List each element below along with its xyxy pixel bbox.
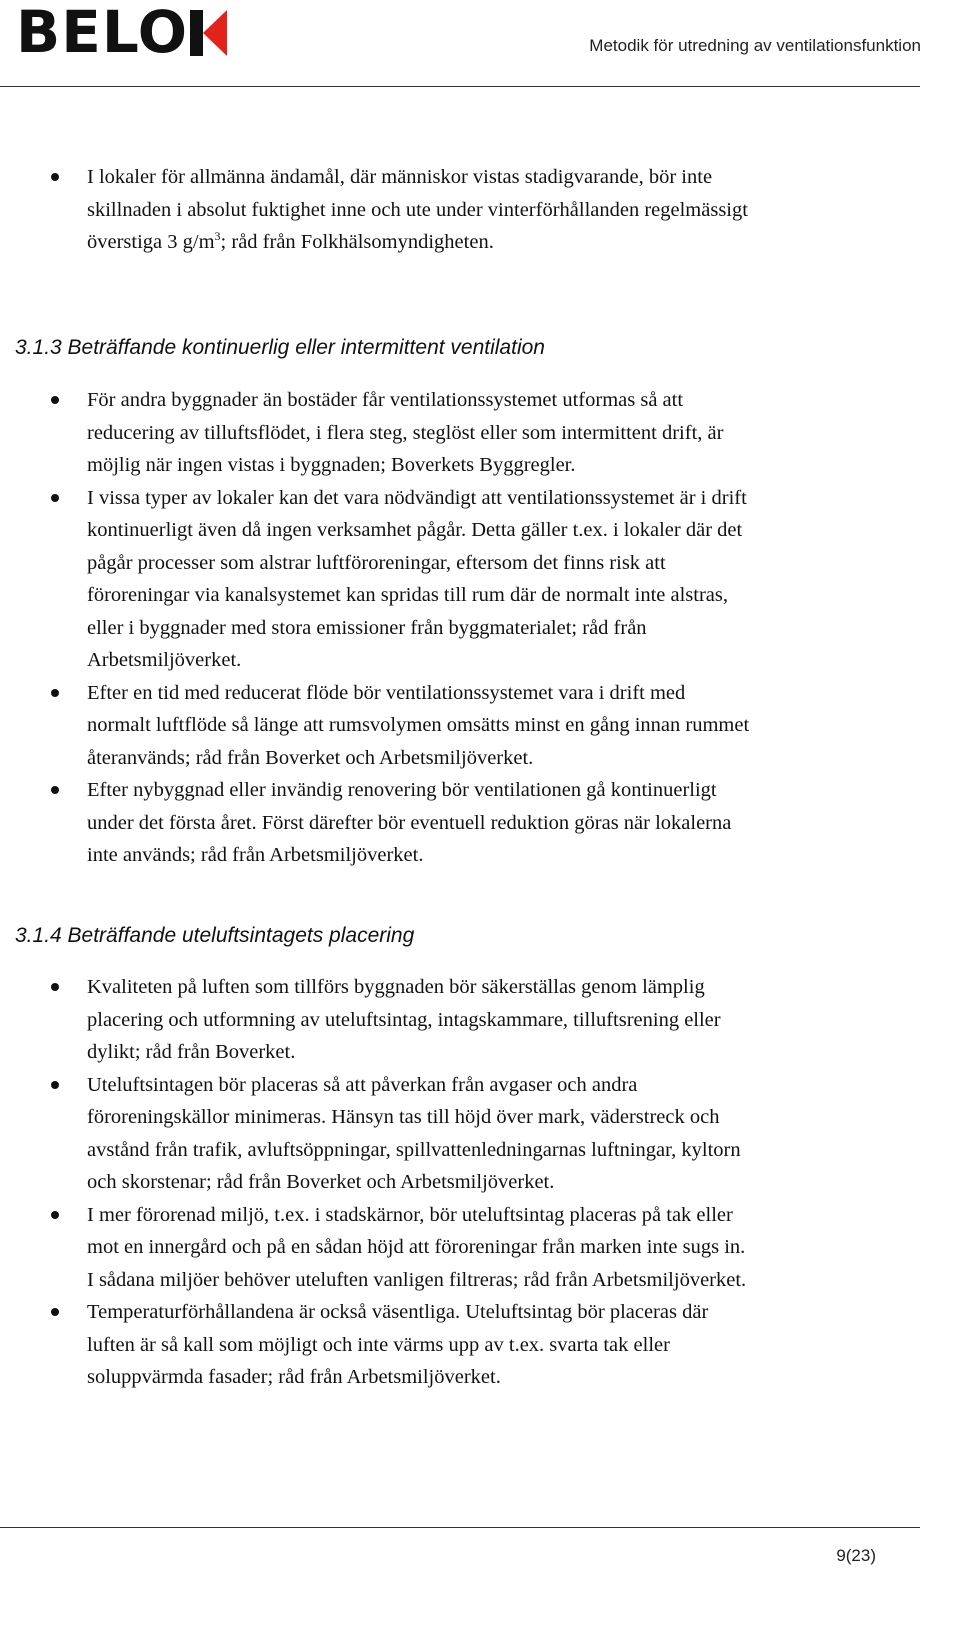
logo-text: BELO bbox=[16, 0, 189, 66]
list-item: I vissa typer av lokaler kan det vara nödvändigt att ventilationssystemet är i drift kontinuerligt även då ingen verksamhet pågår. Detta gäller t.ex. i lokaler där det pågår processer som alstrar luftföroreningar, eftersom det finns risk att föroreningar via kanalsystemet kan spridas till rum där de normalt inte alstras, eller i byggnader med stora emissioner från byggmaterialet; råd från Arbetsmiljöverket. bbox=[0, 482, 920, 677]
superscript: 3 bbox=[214, 229, 221, 244]
section-3-1-3-bullet-list bbox=[0, 384, 920, 872]
bullet-icon bbox=[51, 1211, 59, 1219]
footer-divider bbox=[0, 1527, 920, 1528]
list-item: I mer förorenad miljö, t.ex. i stadskärnor, bör uteluftsintag placeras på tak eller mot en innergård och på en sådan höjd att föroreningar från marken inte sugs in. I sådana miljöer behöver uteluften vanligen filtreras; råd från Arbetsmiljöverket. bbox=[0, 1199, 920, 1297]
section-heading-3-1-3: 3.1.3 Beträffande kontinuerlig eller intermittent ventilation bbox=[15, 336, 545, 359]
bullet-icon bbox=[51, 173, 59, 181]
bullet-icon bbox=[51, 396, 59, 404]
page-number: 9(23) bbox=[836, 1546, 876, 1565]
list-item: Efter en tid med reducerat flöde bör ventilationssystemet vara i drift med normalt luftflöde så länge att rumsvolymen omsätts minst en gång innan rummet återanvänds; råd från Boverket och Arbetsmiljöverket. bbox=[0, 677, 920, 775]
section-heading-3-1-4: 3.1.4 Beträffande uteluftsintagets placering bbox=[15, 924, 415, 947]
bullet-icon bbox=[51, 494, 59, 502]
page-header bbox=[0, 0, 960, 92]
bullet-icon bbox=[51, 1081, 59, 1089]
header-divider bbox=[0, 86, 920, 87]
document-title: Metodik för utredning av ventilationsfunktion bbox=[589, 36, 921, 55]
belok-logo bbox=[16, 0, 230, 66]
list-item: Efter nybyggnad eller invändig renovering bör ventilationen gå kontinuerligt under det första året. Först därefter bör eventuell reduktion göras när lokalerna inte används; råd från Arbetsmiljöverket. bbox=[0, 774, 920, 872]
list-item: I lokaler för allmänna ändamål, där människor vistas stadigvarande, bör inte skillnaden i absolut fuktighet inne och ute under vinterförhållanden regelmässigt överstiga 3 $g/m^3$; råd från Folkhälsomyndigheten. bbox=[0, 161, 920, 259]
bullet-icon bbox=[51, 983, 59, 991]
logo-k-mark-icon bbox=[190, 10, 230, 56]
list-item: Uteluftsintagen bör placeras så att påverkan från avgaser och andra föroreningskällor minimeras. Hänsyn tas till höjd över mark, väderstreck och avstånd från trafik, avluftsöppningar, spillvattenledningarnas luftningar, kyltorn och skorstenar; råd från Boverket och Arbetsmiljöverket. bbox=[0, 1069, 920, 1199]
list-item: För andra byggnader än bostäder får ventilationssystemet utformas så att reducering av tilluftsflödet, i flera steg, steglöst eller som intermittent drift, är möjlig när ingen vistas i byggnaden; Boverkets Byggregler. bbox=[0, 384, 920, 482]
list-item: Kvaliteten på luften som tillförs byggnaden bör säkerställas genom lämplig placering och utformning av uteluftsintag, intagskammare, tilluftsrening eller dylikt; råd från Boverket. bbox=[0, 971, 920, 1069]
list-item: Temperaturförhållandena är också väsentliga. Uteluftsintag bör placeras där luften är så kall som möjligt och inte värms upp av t.ex. svarta tak eller soluppvärmda fasader; råd från Arbetsmiljöverket. bbox=[0, 1296, 920, 1394]
bullet-icon bbox=[51, 786, 59, 794]
intro-bullet-list bbox=[0, 161, 920, 259]
bullet-icon bbox=[51, 689, 59, 697]
bullet-icon bbox=[51, 1308, 59, 1316]
section-3-1-4-bullet-list bbox=[0, 971, 920, 1394]
